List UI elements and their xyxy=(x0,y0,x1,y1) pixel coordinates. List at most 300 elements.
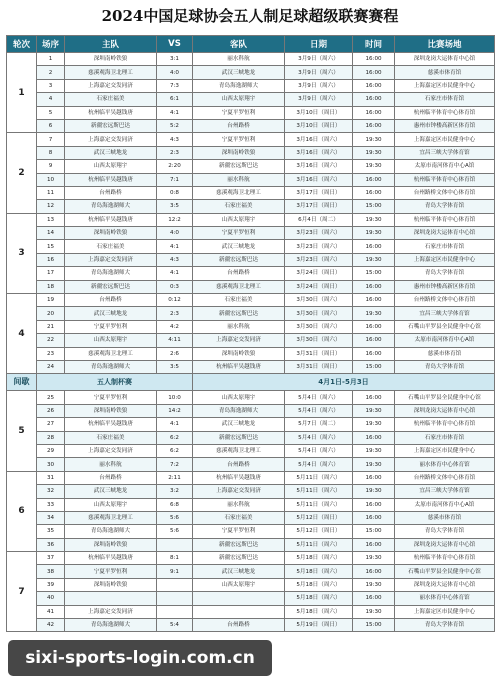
home-team: 石家庄福美 xyxy=(65,431,157,444)
match-date: 3月10日（周日） xyxy=(285,119,353,132)
schedule-body xyxy=(7,53,495,632)
header-round: 轮次 xyxy=(7,36,37,53)
home-team: 武汉三峡地龙 xyxy=(65,485,157,498)
score xyxy=(157,592,193,605)
match-date: 3月31日（周日） xyxy=(285,360,353,373)
venue: 青岛大学体育馆 xyxy=(395,525,495,538)
match-date: 3月9日（周六） xyxy=(285,93,353,106)
match-time: 16:00 xyxy=(353,66,395,79)
score: 2:3 xyxy=(157,307,193,320)
venue: 上海嘉定区市民健身中心 xyxy=(395,605,495,618)
match-date: 5月18日（周六） xyxy=(285,605,353,618)
away-team: 石家庄福美 xyxy=(193,294,285,307)
table-row xyxy=(7,294,495,307)
match-date: 5月11日（周六） xyxy=(285,471,353,484)
away-team: 丽水科航 xyxy=(193,53,285,66)
match-no: 5 xyxy=(37,106,65,119)
table-row xyxy=(7,119,495,132)
match-time: 15:00 xyxy=(353,200,395,213)
match-no: 42 xyxy=(37,619,65,632)
match-date: 3月16日（周六） xyxy=(285,133,353,146)
round-number: 1 xyxy=(7,53,37,133)
table-row xyxy=(7,200,495,213)
match-time: 19:30 xyxy=(353,133,395,146)
table-row xyxy=(7,253,495,266)
table-row xyxy=(7,525,495,538)
table-row xyxy=(7,280,495,293)
venue: 宜昌三峡大学体育馆 xyxy=(395,146,495,159)
header-venue: 比赛场地 xyxy=(395,36,495,53)
match-date: 5月11日（周六） xyxy=(285,485,353,498)
venue: 慈溪市体育馆 xyxy=(395,511,495,524)
score xyxy=(157,578,193,591)
match-no: 21 xyxy=(37,320,65,333)
match-date: 3月16日（周六） xyxy=(285,146,353,159)
home-team: 青岛海逸湖师大 xyxy=(65,267,157,280)
match-date: 5月4日（周六） xyxy=(285,458,353,471)
home-team: 深圳南岭铁狼 xyxy=(65,538,157,551)
home-team: 山西太原翔宇 xyxy=(65,334,157,347)
venue: 上海嘉定区市民健身中心 xyxy=(395,79,495,92)
match-date: 3月24日（周日） xyxy=(285,267,353,280)
away-team: 宁夏平罗恒利 xyxy=(193,133,285,146)
venue: 台州路桥文体中心体育馆 xyxy=(395,294,495,307)
table-row xyxy=(7,511,495,524)
away-team: 石家庄福美 xyxy=(193,511,285,524)
match-no: 16 xyxy=(37,253,65,266)
table-row xyxy=(7,431,495,444)
home-team: 上海嘉定交发同济 xyxy=(65,79,157,92)
match-date: 5月11日（周六） xyxy=(285,498,353,511)
break-row xyxy=(7,374,495,391)
match-no: 23 xyxy=(37,347,65,360)
away-team: 山西太原翔宇 xyxy=(193,578,285,591)
table-row xyxy=(7,173,495,186)
match-no: 29 xyxy=(37,444,65,457)
match-time: 16:00 xyxy=(353,93,395,106)
match-no: 39 xyxy=(37,578,65,591)
home-team: 山西太原翔宇 xyxy=(65,160,157,173)
match-time: 16:00 xyxy=(353,498,395,511)
venue: 深圳龙岗大运体育中心馆 xyxy=(395,53,495,66)
score: 12:2 xyxy=(157,213,193,226)
score: 7:1 xyxy=(157,173,193,186)
table-row xyxy=(7,619,495,632)
match-date: 5月4日（周六） xyxy=(285,431,353,444)
round-number: 6 xyxy=(7,471,37,551)
score: 0:8 xyxy=(157,186,193,199)
home-team: 深圳南岭铁狼 xyxy=(65,404,157,417)
round-number: 4 xyxy=(7,294,37,374)
match-date: 5月4日（周六） xyxy=(285,391,353,404)
match-date: 3月23日（周六） xyxy=(285,253,353,266)
venue: 深圳龙岗大运体育中心馆 xyxy=(395,227,495,240)
round-number: 5 xyxy=(7,391,37,471)
match-no: 15 xyxy=(37,240,65,253)
match-time: 16:00 xyxy=(353,53,395,66)
venue: 石嘴山平罗县全民健身中心馆 xyxy=(395,565,495,578)
break-label: 间歇 xyxy=(7,374,37,391)
away-team: 新疆宏远斯巴达 xyxy=(193,307,285,320)
match-time: 16:00 xyxy=(353,240,395,253)
away-team: 丽水科航 xyxy=(193,173,285,186)
away-team: 武汉三峡地龙 xyxy=(193,565,285,578)
away-team: 新疆宏远斯巴达 xyxy=(193,431,285,444)
home-team: 新疆宏远斯巴达 xyxy=(65,119,157,132)
match-time: 16:00 xyxy=(353,471,395,484)
score: 4:3 xyxy=(157,133,193,146)
match-time: 15:00 xyxy=(353,360,395,373)
table-row xyxy=(7,565,495,578)
venue: 青岛大学体育馆 xyxy=(395,200,495,213)
match-date: 3月24日（周日） xyxy=(285,280,353,293)
away-team: 新疆宏远斯巴达 xyxy=(193,160,285,173)
venue: 太原市南河体育中心A馆 xyxy=(395,160,495,173)
venue: 上海嘉定区市民健身中心 xyxy=(395,133,495,146)
score: 10:0 xyxy=(157,391,193,404)
match-no: 18 xyxy=(37,280,65,293)
table-row xyxy=(7,106,495,119)
table-row xyxy=(7,592,495,605)
match-time: 16:00 xyxy=(353,173,395,186)
break-date: 4月1日-5月3日 xyxy=(193,374,495,391)
table-row xyxy=(7,240,495,253)
match-no: 36 xyxy=(37,538,65,551)
table-row xyxy=(7,404,495,417)
match-date: 6月4日（周二） xyxy=(285,213,353,226)
score: 2:20 xyxy=(157,160,193,173)
break-name: 五人制杯赛 xyxy=(37,374,193,391)
venue: 深圳龙岗大运体育中心馆 xyxy=(395,404,495,417)
score: 4:3 xyxy=(157,253,193,266)
table-row xyxy=(7,79,495,92)
away-team: 慈溪观海卫北理工 xyxy=(193,186,285,199)
match-time: 19:30 xyxy=(353,227,395,240)
away-team: 上海嘉定交发同济 xyxy=(193,334,285,347)
venue: 慈溪市体育馆 xyxy=(395,347,495,360)
venue: 杭州临平体育中心体育馆 xyxy=(395,106,495,119)
match-time: 16:00 xyxy=(353,391,395,404)
match-time: 19:30 xyxy=(353,160,395,173)
score xyxy=(157,538,193,551)
score xyxy=(157,605,193,618)
match-date: 3月9日（周六） xyxy=(285,66,353,79)
match-date: 5月12日（周日） xyxy=(285,525,353,538)
match-no: 33 xyxy=(37,498,65,511)
table-row xyxy=(7,347,495,360)
match-time: 16:00 xyxy=(353,79,395,92)
venue: 石家庄市体育馆 xyxy=(395,240,495,253)
venue: 慈溪市体育馆 xyxy=(395,66,495,79)
match-time: 16:00 xyxy=(353,106,395,119)
venue: 台州路桥文体中心体育馆 xyxy=(395,186,495,199)
round-number: 3 xyxy=(7,213,37,293)
away-team: 慈溪观海卫北理工 xyxy=(193,280,285,293)
match-date: 3月17日（周日） xyxy=(285,200,353,213)
match-no: 20 xyxy=(37,307,65,320)
table-row xyxy=(7,485,495,498)
match-no: 14 xyxy=(37,227,65,240)
home-team: 石家庄福美 xyxy=(65,93,157,106)
venue: 青岛大学体育馆 xyxy=(395,619,495,632)
venue: 杭州临平体育中心体育馆 xyxy=(395,418,495,431)
away-team: 深圳南岭铁狼 xyxy=(193,347,285,360)
match-date: 3月23日（周六） xyxy=(285,227,353,240)
home-team: 慈溪观海卫北理工 xyxy=(65,66,157,79)
score: 5:6 xyxy=(157,511,193,524)
match-time: 16:00 xyxy=(353,538,395,551)
table-row xyxy=(7,267,495,280)
venue: 宜昌三峡大学体育馆 xyxy=(395,485,495,498)
score: 5:2 xyxy=(157,119,193,132)
score: 0:3 xyxy=(157,280,193,293)
match-time: 15:00 xyxy=(353,267,395,280)
venue: 太原市南河体育中心A馆 xyxy=(395,498,495,511)
match-time: 16:00 xyxy=(353,347,395,360)
match-time: 16:00 xyxy=(353,511,395,524)
home-team: 宁夏平罗恒利 xyxy=(65,320,157,333)
header-away: 客队 xyxy=(193,36,285,53)
away-team: 山西太原翔宇 xyxy=(193,93,285,106)
match-no: 11 xyxy=(37,186,65,199)
table-row xyxy=(7,160,495,173)
score: 3:1 xyxy=(157,53,193,66)
score: 3:5 xyxy=(157,360,193,373)
away-team: 新疆宏远斯巴达 xyxy=(193,538,285,551)
away-team: 上海嘉定交发同济 xyxy=(193,485,285,498)
match-time: 19:30 xyxy=(353,485,395,498)
score: 6:1 xyxy=(157,93,193,106)
match-no: 19 xyxy=(37,294,65,307)
page-title: 2024中国足球协会五人制足球超级联赛赛程 xyxy=(101,7,399,25)
match-time: 16:00 xyxy=(353,565,395,578)
header-row xyxy=(7,36,495,53)
match-no: 30 xyxy=(37,458,65,471)
match-date: 3月30日（周六） xyxy=(285,334,353,347)
match-date: 3月30日（周六） xyxy=(285,320,353,333)
venue: 惠州市钟楼高新区体育馆 xyxy=(395,280,495,293)
match-date: 3月30日（周六） xyxy=(285,307,353,320)
match-no: 17 xyxy=(37,267,65,280)
match-date: 3月23日（周六） xyxy=(285,240,353,253)
home-team: 青岛海逸湖师大 xyxy=(65,360,157,373)
venue: 太原市南河体育中心A馆 xyxy=(395,334,495,347)
score: 4:1 xyxy=(157,418,193,431)
table-row xyxy=(7,391,495,404)
match-date: 3月10日（周日） xyxy=(285,106,353,119)
away-team: 杭州临平吴越钱唐 xyxy=(193,360,285,373)
score: 0:12 xyxy=(157,294,193,307)
match-date: 5月19日（周日） xyxy=(285,619,353,632)
match-date: 3月16日（周六） xyxy=(285,173,353,186)
match-date: 5月18日（周六） xyxy=(285,592,353,605)
match-date: 3月16日（周六） xyxy=(285,160,353,173)
away-team: 宁夏平罗恒利 xyxy=(193,525,285,538)
header-date: 日期 xyxy=(285,36,353,53)
away-team: 台州路桥 xyxy=(193,119,285,132)
score: 5:6 xyxy=(157,525,193,538)
home-team: 台州路桥 xyxy=(65,294,157,307)
match-no: 13 xyxy=(37,213,65,226)
home-team: 杭州临平吴越钱唐 xyxy=(65,552,157,565)
match-time: 19:30 xyxy=(353,552,395,565)
table-row xyxy=(7,458,495,471)
home-team: 深圳南岭铁狼 xyxy=(65,578,157,591)
table-row xyxy=(7,334,495,347)
home-team: 慈溪观海卫北理工 xyxy=(65,347,157,360)
match-time: 19:30 xyxy=(353,307,395,320)
away-team xyxy=(193,605,285,618)
score: 4:1 xyxy=(157,240,193,253)
match-time: 19:30 xyxy=(353,404,395,417)
match-no: 31 xyxy=(37,471,65,484)
match-no: 41 xyxy=(37,605,65,618)
table-row xyxy=(7,146,495,159)
home-team: 青岛海逸湖师大 xyxy=(65,525,157,538)
table-row xyxy=(7,186,495,199)
table-row xyxy=(7,578,495,591)
score: 2:11 xyxy=(157,471,193,484)
away-team: 青岛海逸湖师大 xyxy=(193,404,285,417)
match-time: 16:00 xyxy=(353,186,395,199)
match-date: 3月9日（周六） xyxy=(285,53,353,66)
venue: 石家庄市体育馆 xyxy=(395,93,495,106)
table-row xyxy=(7,552,495,565)
away-team xyxy=(193,592,285,605)
venue: 深圳龙岗大运体育中心馆 xyxy=(395,578,495,591)
home-team: 新疆宏远斯巴达 xyxy=(65,280,157,293)
home-team: 杭州临平吴越钱唐 xyxy=(65,173,157,186)
table-row xyxy=(7,213,495,226)
home-team: 杭州临平吴越钱唐 xyxy=(65,213,157,226)
score: 7:3 xyxy=(157,79,193,92)
away-team: 新疆宏远斯巴达 xyxy=(193,253,285,266)
match-time: 19:30 xyxy=(353,605,395,618)
score: 9:1 xyxy=(157,565,193,578)
away-team: 山西太原翔宇 xyxy=(193,213,285,226)
home-team: 慈溪观海卫北理工 xyxy=(65,511,157,524)
header-home: 主队 xyxy=(65,36,157,53)
home-team: 深圳南岭铁狼 xyxy=(65,227,157,240)
match-time: 16:00 xyxy=(353,294,395,307)
venue: 丽水体育中心体育馆 xyxy=(395,458,495,471)
score: 4:2 xyxy=(157,320,193,333)
round-number: 7 xyxy=(7,552,37,632)
match-no: 8 xyxy=(37,146,65,159)
match-no: 12 xyxy=(37,200,65,213)
match-date: 5月11日（周六） xyxy=(285,538,353,551)
match-time: 16:00 xyxy=(353,592,395,605)
venue: 石嘴山平罗县全民健身中心馆 xyxy=(395,320,495,333)
match-time: 19:30 xyxy=(353,213,395,226)
match-time: 19:30 xyxy=(353,578,395,591)
table-row xyxy=(7,320,495,333)
home-team: 青岛海逸湖师大 xyxy=(65,200,157,213)
away-team: 台州路桥 xyxy=(193,619,285,632)
venue: 上海嘉定区市民健身中心 xyxy=(395,253,495,266)
away-team: 武汉三峡地龙 xyxy=(193,418,285,431)
score: 4:0 xyxy=(157,227,193,240)
table-row xyxy=(7,498,495,511)
match-no: 26 xyxy=(37,404,65,417)
match-date: 3月30日（周六） xyxy=(285,294,353,307)
table-row xyxy=(7,227,495,240)
venue: 杭州临平体育中心体育馆 xyxy=(395,552,495,565)
match-time: 15:00 xyxy=(353,619,395,632)
match-no: 24 xyxy=(37,360,65,373)
venue: 宜昌三峡大学体育馆 xyxy=(395,307,495,320)
venue: 石家庄市体育馆 xyxy=(395,431,495,444)
away-team: 青岛海逸湖师大 xyxy=(193,79,285,92)
table-row xyxy=(7,133,495,146)
match-no: 6 xyxy=(37,119,65,132)
match-no: 34 xyxy=(37,511,65,524)
round-number: 2 xyxy=(7,133,37,213)
home-team: 上海嘉定交发同济 xyxy=(65,444,157,457)
match-no: 2 xyxy=(37,66,65,79)
match-no: 25 xyxy=(37,391,65,404)
match-date: 5月4日（周六） xyxy=(285,444,353,457)
table-row xyxy=(7,444,495,457)
score: 5:4 xyxy=(157,619,193,632)
match-no: 38 xyxy=(37,565,65,578)
match-time: 19:30 xyxy=(353,458,395,471)
table-row xyxy=(7,471,495,484)
home-team: 丽水科航 xyxy=(65,458,157,471)
score: 4:11 xyxy=(157,334,193,347)
score: 4:1 xyxy=(157,267,193,280)
home-team: 台州路桥 xyxy=(65,471,157,484)
away-team: 深圳南岭铁狼 xyxy=(193,146,285,159)
home-team: 台州路桥 xyxy=(65,186,157,199)
away-team: 石家庄福美 xyxy=(193,200,285,213)
match-no: 3 xyxy=(37,79,65,92)
venue: 丽水体育中心体育馆 xyxy=(395,592,495,605)
away-team: 杭州临平吴越钱唐 xyxy=(193,471,285,484)
table-row xyxy=(7,360,495,373)
match-no: 7 xyxy=(37,133,65,146)
home-team: 山西太原翔宇 xyxy=(65,498,157,511)
header-vs: VS xyxy=(157,36,193,53)
home-team: 宁夏平罗恒利 xyxy=(65,565,157,578)
match-date: 3月9日（周六） xyxy=(285,79,353,92)
home-team: 杭州临平吴越钱唐 xyxy=(65,106,157,119)
score: 3:5 xyxy=(157,200,193,213)
table-row xyxy=(7,66,495,79)
match-time: 16:00 xyxy=(353,334,395,347)
venue: 石嘴山平罗县全民健身中心馆 xyxy=(395,391,495,404)
match-no: 32 xyxy=(37,485,65,498)
score: 4:0 xyxy=(157,66,193,79)
header-time: 时间 xyxy=(353,36,395,53)
schedule-table xyxy=(6,35,495,632)
home-team: 青岛海逸湖师大 xyxy=(65,619,157,632)
match-no: 22 xyxy=(37,334,65,347)
venue: 青岛大学体育馆 xyxy=(395,267,495,280)
away-team: 台州路桥 xyxy=(193,267,285,280)
match-no: 27 xyxy=(37,418,65,431)
table-row xyxy=(7,307,495,320)
score: 8:1 xyxy=(157,552,193,565)
match-no: 40 xyxy=(37,592,65,605)
home-team: 石家庄福美 xyxy=(65,240,157,253)
match-time: 16:00 xyxy=(353,280,395,293)
score: 4:1 xyxy=(157,106,193,119)
match-time: 19:30 xyxy=(353,418,395,431)
match-no: 35 xyxy=(37,525,65,538)
table-row xyxy=(7,93,495,106)
score: 2:6 xyxy=(157,347,193,360)
